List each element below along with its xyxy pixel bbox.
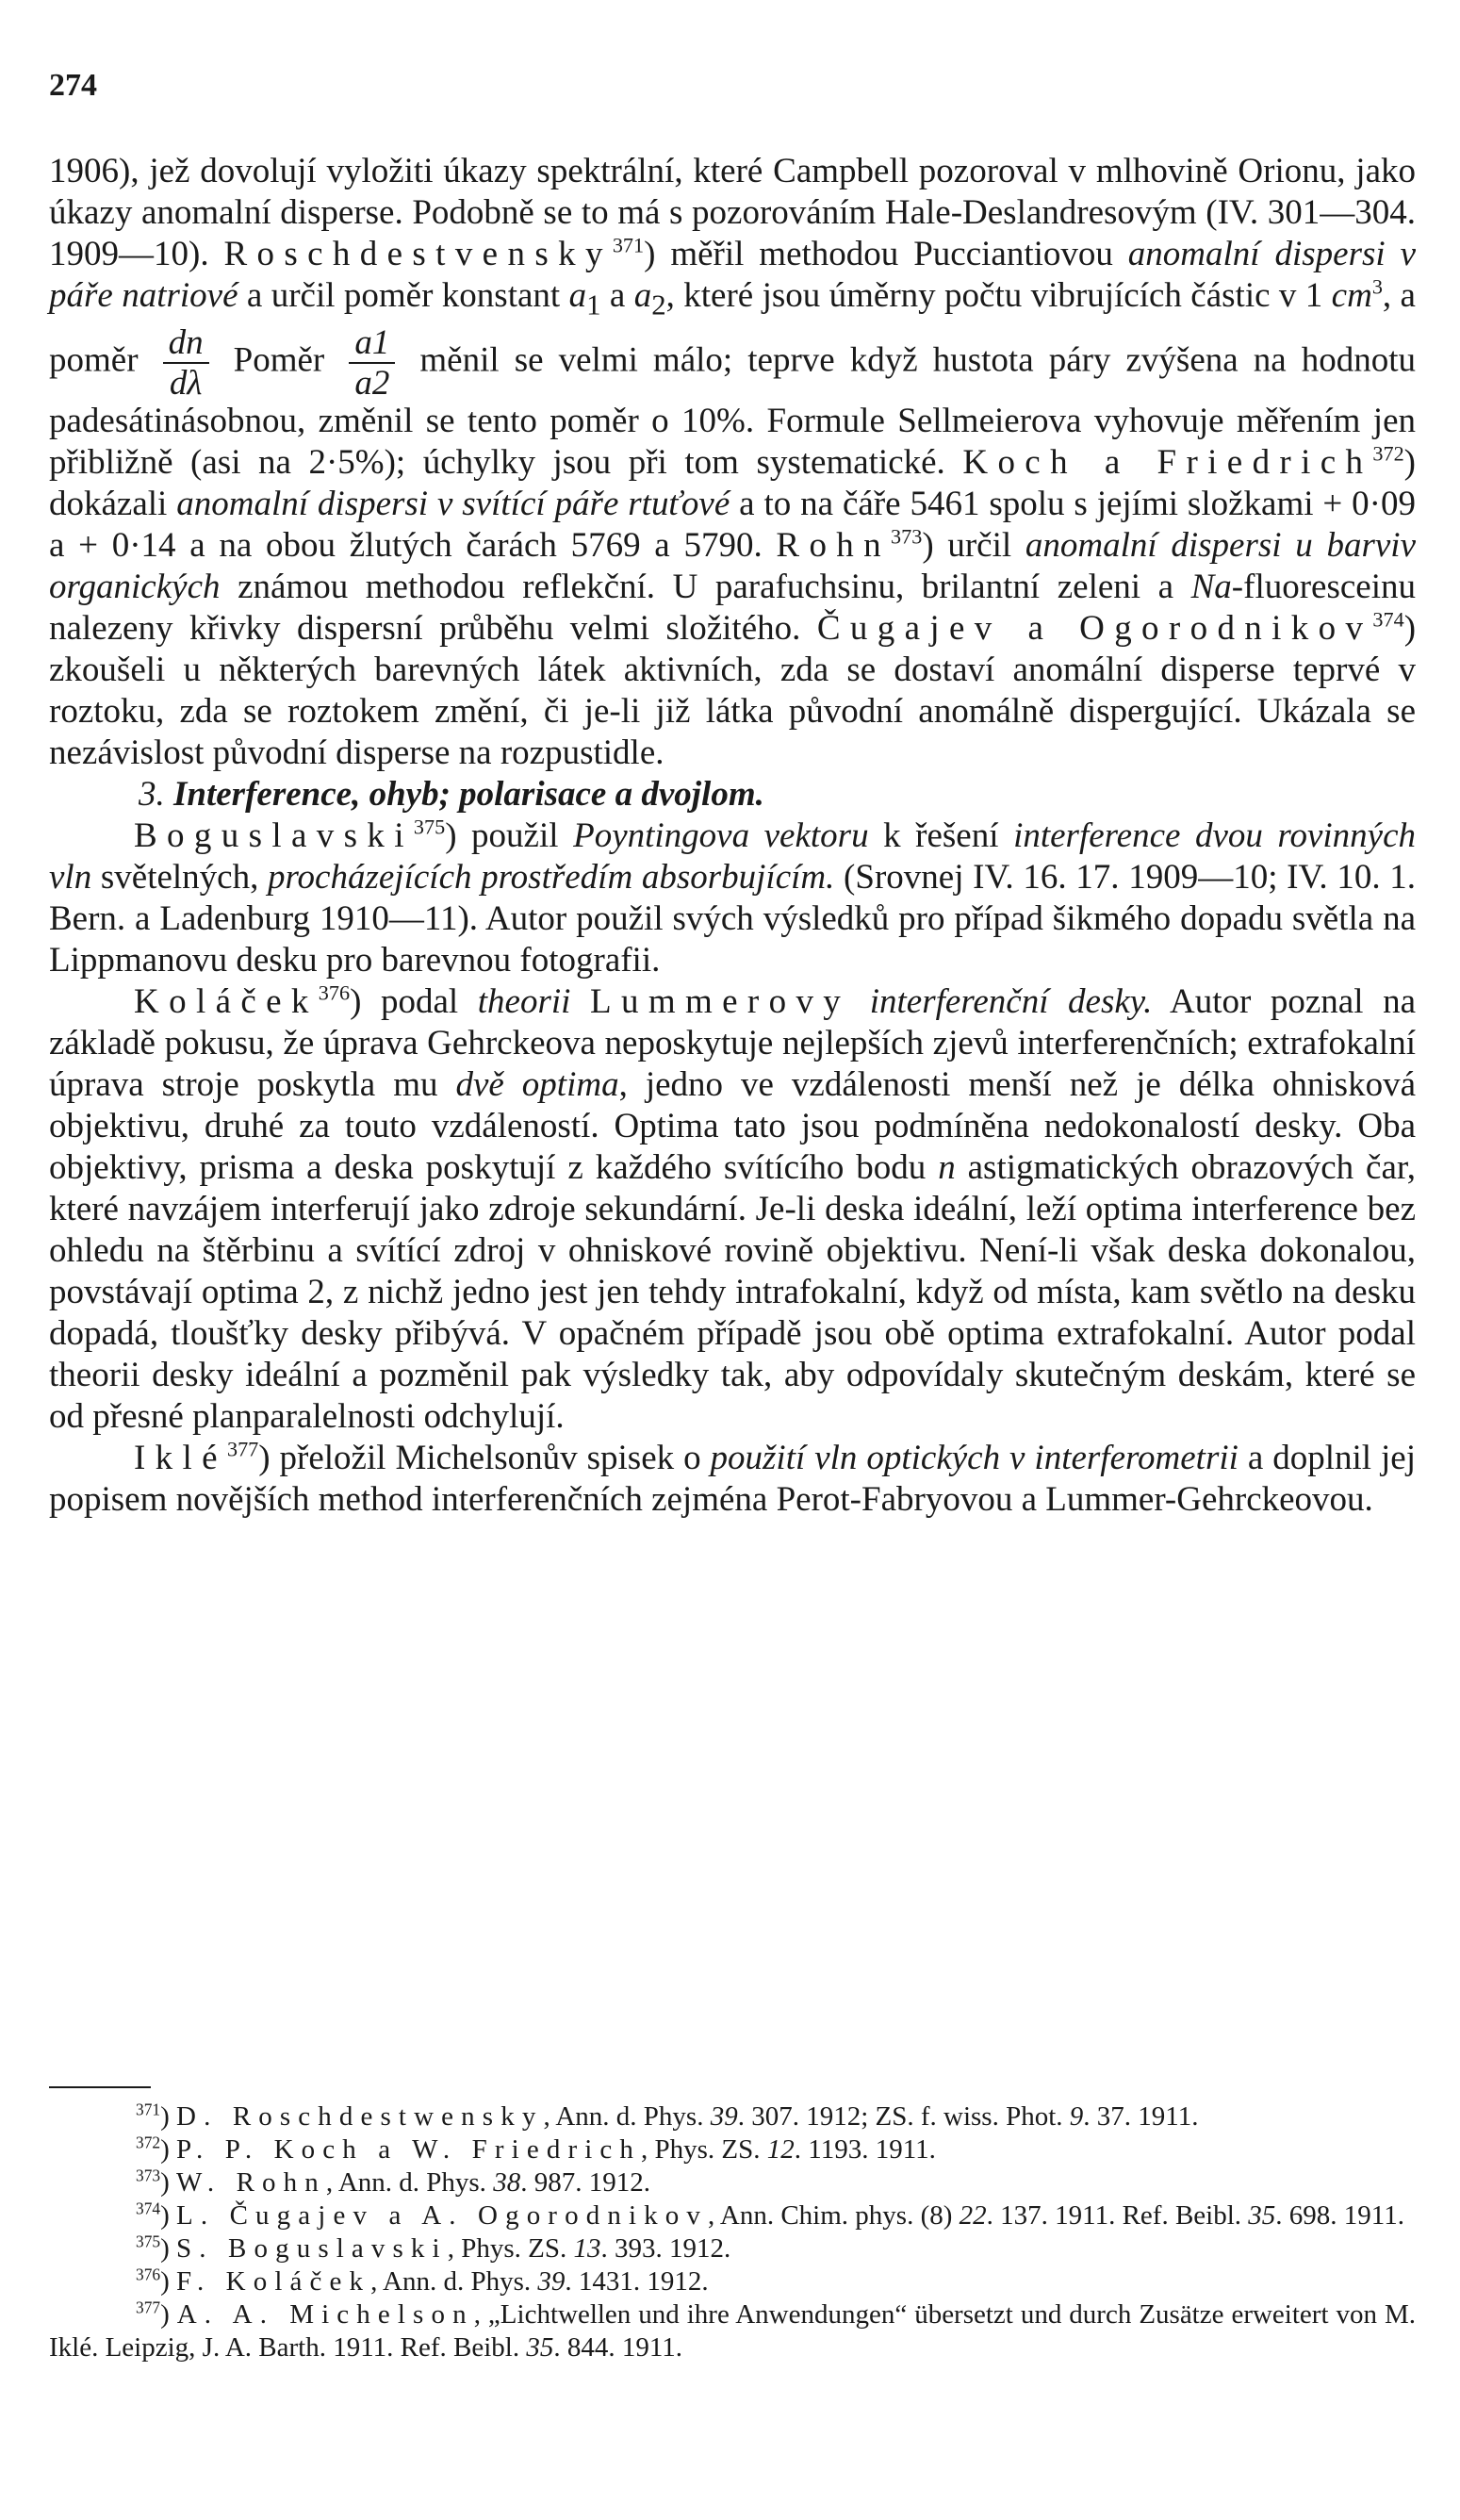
footnote-ref: 373 [891, 525, 923, 550]
text-run: k řešení [868, 816, 1014, 856]
text-run: . 844. 1911. [553, 2332, 683, 2363]
author-name: L. Čugajev a A. Ogorodnikov [176, 2200, 708, 2231]
text-run: ) určil [922, 526, 1025, 566]
fraction-numerator: a1 [354, 323, 390, 363]
text-run: ) [160, 2167, 177, 2198]
footnote [49, 2166, 1416, 2199]
text-run: Autor poznal na základě pokusu, že úprava Gehrckeova neposkytuje nejlepších zjevů interferenčních; extrafokalní úprava stroje poskytla mu [49, 982, 1416, 1105]
footnote-ref: 377 [226, 1438, 259, 1462]
unit: cm [1331, 276, 1372, 315]
text-run: a určil poměr konstant [238, 276, 569, 315]
footnote-divider [49, 2086, 151, 2088]
text-run: , Ann. d. Phys. [370, 2266, 538, 2297]
body-text [49, 151, 1416, 1521]
text-run: , a poměr [49, 276, 1416, 380]
author-name: W. Rohn [176, 2167, 326, 2198]
text-run: 1906), jež dovolují vyložiti úkazy spektrální, které Campbell pozoroval v mlhovině Orionu, jako úkazy anomalní disperse. Podobně se to má s pozorováním Hale-Deslandresovým (IV. 301—304. 1909—10). [49, 152, 1416, 273]
text-run: -fluoresceinu nalezeny křivky dispersní průběhu velmi složitého. [49, 568, 1416, 649]
math-symbol: n [938, 1148, 956, 1188]
fraction-dn-dlambda [163, 323, 209, 404]
author-name: Roschdestvensky [223, 235, 613, 273]
superscript: 3 [1371, 274, 1383, 299]
footnote-number: 371 [136, 2100, 161, 2119]
text-run: . 393. 1912. [600, 2233, 731, 2264]
text-run: . 1431. 1912. [565, 2266, 709, 2297]
text-run: ) přeložil Michelsonův spisek o [258, 1439, 711, 1478]
text-run: měnil se velmi málo; teprve když hustota páry zvýšena na hodnotu padesátinásobnou, změnil se tento poměr o 10%. Formule Sellmeierova vyhovuje měřením jen přibližně (asi na 2·5%); úchylky jsou při tom systematické. [49, 340, 1416, 483]
footnote-ref: 376 [318, 981, 351, 1006]
paragraph [49, 1438, 1416, 1521]
text-run: a to na čáře 5461 spolu s jejími složkami + 0·09 a + 0·14 a na obou žlutých čarách 5769 a 5790. [49, 485, 1416, 566]
footnotes [49, 2100, 1416, 2364]
text-run: ) zkoušeli u některých barevných látek aktivních, zda se dostaví anomální disperse teprvé v roztoku, zda se roztokem změní, či je-li již látka původní anomálně dispergující. Ukázala se nezávislost původní disperse na rozpustidle. [49, 609, 1417, 773]
volume: 13 [573, 2233, 601, 2264]
volume: 22 [959, 2200, 987, 2231]
volume: 38 [493, 2167, 521, 2198]
footnote-number: 375 [136, 2232, 161, 2251]
text-run: astigmatických obrazových čar, které navzájem interferují jako zdroje sekundární. Je-li deska ideální, leží optima interference bez ohledu na štěrbinu a svítící zdroj v ohniskové rovině objektivu. Není-li však deska dokonalou, povstávají optima 2, z nichž jedno jest jen tehdy intrafokalní, když od místa, kam světlo na desku dopadá, tloušťky desky přibývá. V opačném případě jsou obě optima extrafokalní. Autor podal theorii desky ideální a pozměnil pak výsledky tak, aby odpovídaly skutečným deskám, které se od přesné planparalelnosti odchylují. [49, 1148, 1416, 1437]
text-run: ) [160, 2233, 177, 2264]
paragraph [49, 151, 1416, 774]
author-name: D. Roschdestwensky [176, 2101, 544, 2132]
author-name: Boguslavski [134, 816, 414, 856]
text-run: ) [160, 2200, 177, 2231]
author-name: Iklé [134, 1439, 227, 1478]
text-run: , které jsou úměrny počtu vibrujících částic v 1 [665, 276, 1332, 315]
text-run: , Ann. Chim. phys. (8) [708, 2200, 960, 2231]
author-name: Koláček [134, 982, 319, 1022]
text-run: ) [160, 2299, 177, 2330]
text-run: Poměr [218, 340, 340, 380]
footnote-ref: 374 [1372, 608, 1404, 633]
text-run: ) měřil methodou Pucciantiovou [644, 235, 1128, 273]
footnote [49, 2265, 1416, 2298]
paragraph [49, 815, 1416, 981]
text-run: . 698. 1911. [1275, 2200, 1404, 2231]
text-run: ) [160, 2266, 177, 2297]
footnote [49, 2133, 1416, 2166]
subscript: 2 [651, 288, 666, 321]
emphasis: použití vln optických v interferometrii [710, 1439, 1239, 1478]
fraction-a1-a2 [349, 323, 395, 404]
volume: 35 [1248, 2200, 1276, 2231]
paragraph [49, 981, 1416, 1438]
author-name: A. A. Michelson [176, 2299, 474, 2330]
section-heading [49, 774, 1416, 815]
text-run: ) [160, 2101, 177, 2132]
footnote-number: 374 [136, 2199, 161, 2218]
emphasis: anomalní dispersi v páře natriové [49, 235, 1416, 315]
footnote [49, 2199, 1416, 2232]
author-name: S. Boguslavski [176, 2233, 448, 2264]
author-name: Koch a Friedrich [962, 443, 1373, 483]
volume: 12 [766, 2134, 795, 2165]
footnote [49, 2232, 1416, 2265]
emphasis: procházejících prostředím absorbujícím. [268, 858, 835, 898]
text-run: a doplnil jej popisem novějších method interferenčních zejména Perot-Fabryovou a Lummer-Gehrckeovou. [49, 1439, 1416, 1520]
emphasis: interferenční desky. [869, 982, 1153, 1022]
section-number: 3. [139, 775, 165, 815]
text-run: ) dokázali [49, 443, 1416, 524]
text-run: . 987. 1912. [520, 2167, 650, 2198]
text-run: . 37. 1911. [1083, 2101, 1199, 2132]
text-run: ) použil [445, 816, 574, 856]
text-run: známou methodou reflekční. U parafuchsinu, brilantní zeleni a [220, 568, 1191, 607]
text-run: . 307. 1912; ZS. f. wiss. Phot. [737, 2101, 1070, 2132]
math-symbol: a [633, 276, 652, 315]
text-run: . 137. 1911. Ref. Beibl. [986, 2200, 1249, 2231]
text-run: , Ann. d. Phys. [325, 2167, 494, 2198]
volume: 39 [537, 2266, 566, 2297]
emphasis: dvě optima [455, 1065, 619, 1105]
emphasis: theorii [477, 982, 571, 1022]
footnote [49, 2298, 1416, 2364]
text-run: , Ann. d. Phys. [543, 2101, 711, 2132]
volume: 39 [710, 2101, 738, 2132]
text-run [850, 982, 870, 1021]
footnote [49, 2100, 1416, 2133]
footnote-number: 376 [136, 2265, 161, 2284]
emphasis: anomalní dispersi u barviv organických [49, 526, 1417, 607]
text-run: , Phys. ZS. [447, 2233, 574, 2264]
author-name: F. Koláček [176, 2266, 371, 2297]
footnote-ref: 375 [413, 815, 446, 840]
text-run: (Srovnej IV. 16. 17. 1909—10; IV. 10. 1. Bern. a Ladenburg 1910—11). Autor použil svých výsledků pro případ šikmého dopadu světla na Lippmanovu desku pro barevnou fotografii. [49, 858, 1417, 980]
page-number: 274 [49, 68, 97, 103]
text-run: světelných, [91, 858, 269, 898]
author-name: Lummerovy [590, 982, 851, 1022]
emphasis: interference dvou rovinných vln [49, 816, 1417, 898]
fraction-numerator: dn [168, 323, 204, 363]
chemical-symbol: Na [1190, 568, 1232, 607]
footnote-ref: 371 [612, 233, 645, 257]
math-symbol: a [568, 276, 587, 315]
footnote-ref: 372 [1372, 442, 1404, 467]
section-title: Interference, ohyb; polarisace a dvojlom. [173, 775, 764, 815]
text-run [570, 982, 590, 1021]
volume: 35 [526, 2332, 554, 2363]
text-run: , Phys. ZS. [641, 2134, 767, 2165]
footnote-number: 373 [136, 2166, 161, 2185]
subscript: 1 [586, 288, 601, 321]
text-run: a [600, 276, 634, 315]
volume: 9 [1069, 2101, 1084, 2132]
text-run: , „Lichtwellen und ihre Anwendungen“ übersetzt und durch Zusätze erweitert von M. Iklé. Leipzig, J. A. Barth. 1911. Ref. Beibl. [49, 2299, 1416, 2363]
emphasis: Poyntingova vektoru [573, 816, 869, 856]
text-run: ) [160, 2134, 177, 2165]
author-name: Čugajev a Ogorodnikov [816, 609, 1373, 649]
footnote-number: 372 [136, 2133, 161, 2152]
emphasis: anomalní dispersi v svítící páře rtuťové [176, 485, 730, 524]
fraction-denominator: dλ [163, 362, 209, 401]
text-run: . 1193. 1911. [794, 2134, 936, 2165]
author-name: Rohn [776, 526, 892, 566]
text-run: ) podal [350, 982, 478, 1022]
text-run: , jedno ve vzdálenosti menší než je délka ohnisková objektivu, druhé za touto vzdáleností. Optima tato jsou podmíněna nedokonalostí desky. Oba objektivy, prisma a deska poskytují z každého svítícího bodu [49, 1065, 1416, 1188]
footnote-number: 377 [136, 2298, 161, 2317]
fraction-denominator: a2 [349, 362, 395, 401]
author-name: P. P. Koch a W. Friedrich [176, 2134, 642, 2165]
